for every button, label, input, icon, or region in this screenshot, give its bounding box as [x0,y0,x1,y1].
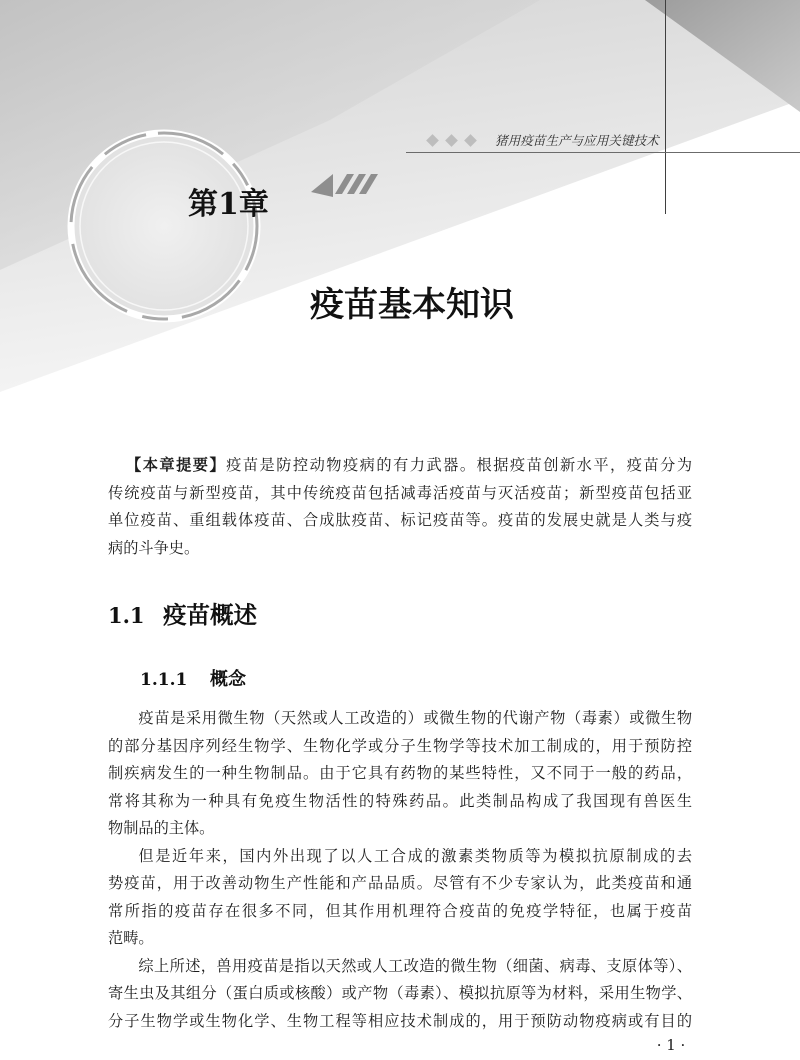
chapter-label: 第1章 [188,187,269,222]
paragraph-line: 物制品的主体。 [108,819,215,837]
paragraph-line: 势疫苗，用于改善动物生产性能和产品品质。尽管有不少专家认为，此类疫苗和通 [108,874,692,892]
diamond-icon [426,134,439,147]
abstract-line [108,452,692,480]
header-horizontal-rule [406,152,800,153]
decorative-ring [71,133,257,319]
chapter-abstract [108,452,692,562]
paragraph-line: 寄生虫及其组分（蛋白质或核酸）或产物（毒素）、模拟抗原等为材料，采用生物学、 [108,984,692,1002]
abstract-line: 传统疫苗与新型疫苗，其中传统疫苗包括减毒活疫苗与灭活疫苗；新型疫苗包括亚 [108,483,692,502]
book-title: 猪用疫苗生产与应用关键技术 [495,133,659,148]
paragraph-line: 常将其称为一种具有免疫生物活性的特殊药品。此类制品构成了我国现有兽医生 [108,791,692,810]
paragraph [108,953,692,1036]
chapter-header-graphic [0,0,800,420]
paragraph [108,843,692,953]
paragraph-line: 综上所述，兽用疫苗是指以天然或人工改造的微生物（细菌、病毒、支原体等）、 [138,956,692,975]
paragraph-line: 分子生物学或生物化学、生物工程等相应技术制成的，用于预防动物疫病或有目的 [108,1011,692,1030]
paragraph-line: 的部分基因序列经生物学、生物化学或分子生物学等技术加工制成的，用于预防控 [108,736,692,755]
paragraph-line: 但是近年来，国内外出现了以人工合成的激素类物质等为模拟抗原制成的去 [138,846,692,865]
diamond-icon [464,134,477,147]
abstract-line-text: 疫苗是防控动物疫病的有力武器。根据疫苗创新水平，疫苗分为 [226,456,692,474]
abstract-label: 【本章提要】 [126,456,227,474]
paragraph [108,705,692,843]
page-number: · 1 · [656,1036,686,1054]
subsection-number: 1.1.1 [140,670,188,690]
paragraph-line: 常所指的疫苗存在很多不同，但其作用机理符合疫苗的免疫学特征，也属于疫苗 [108,901,692,920]
abstract-line: 单位疫苗、重组载体疫苗、合成肽疫苗、标记疫苗等。疫苗的发展史就是人类与疫 [108,511,692,529]
abstract-line: 病的斗争史。 [108,538,200,557]
header-vertical-rule [665,0,666,214]
running-head [424,131,664,151]
chapter-title: 疫苗基本知识 [310,285,514,325]
paragraph-line: 制疾病发生的一种生物制品。由于它具有药物的某些特性，又不同于一般的药品， [108,764,692,782]
section-title: 疫苗概述 [163,601,257,629]
body-text [108,705,692,1035]
paragraph-line: 疫苗是采用微生物（天然或人工改造的）或微生物的代谢产物（毒素）或微生物 [138,709,692,727]
subsection-title: 概念 [210,669,246,690]
section-number: 1.1 [108,603,145,628]
diamond-icon [445,134,458,147]
section-heading [108,600,257,630]
subsection-heading [140,668,246,692]
paragraph-line: 范畴。 [108,929,154,947]
